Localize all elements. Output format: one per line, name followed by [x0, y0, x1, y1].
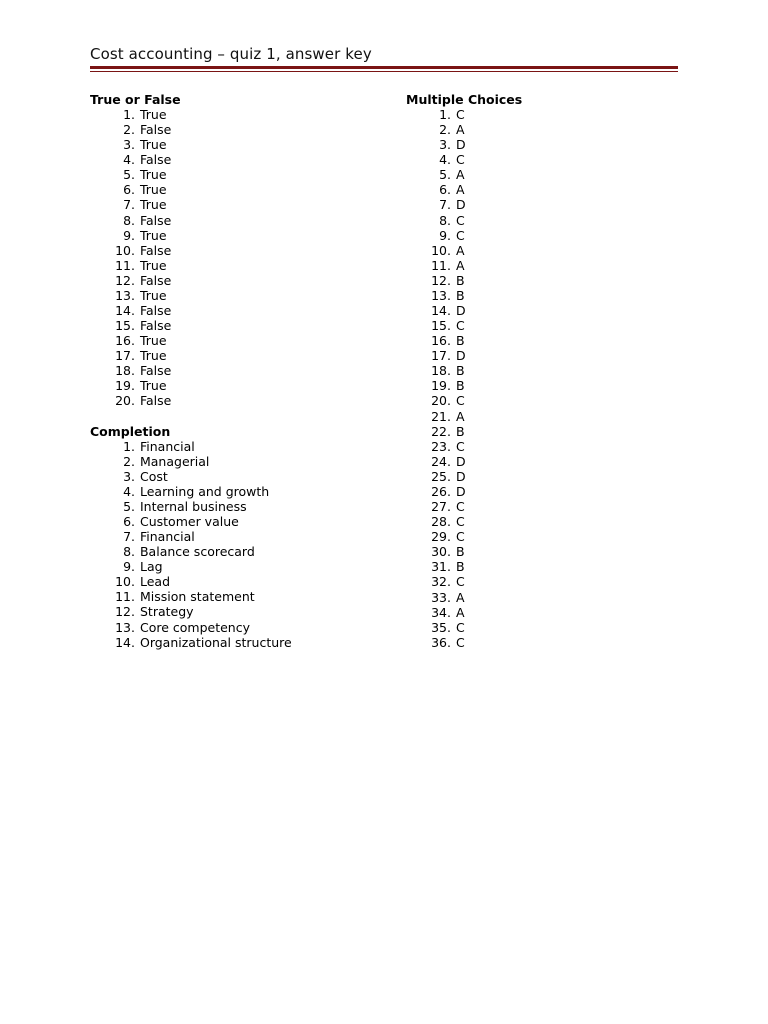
list-item — [90, 197, 292, 212]
item-answer: C — [455, 574, 465, 590]
list-item — [90, 363, 292, 378]
item-answer: C — [455, 152, 465, 168]
list-item — [406, 514, 522, 529]
list-item — [406, 499, 522, 514]
item-number: 17. — [431, 348, 451, 364]
list-item — [90, 439, 292, 454]
list-item — [406, 318, 522, 333]
list-item — [406, 454, 522, 469]
item-answer: C — [455, 318, 465, 334]
list-item — [90, 378, 292, 393]
item-answer: C — [455, 107, 465, 122]
list-item — [90, 499, 292, 514]
item-answer: True — [139, 257, 167, 273]
item-answer: A — [455, 242, 465, 258]
completion-list — [90, 439, 292, 650]
multiple-choice-list — [406, 107, 522, 650]
list-item — [406, 107, 522, 122]
list-item — [90, 620, 292, 635]
item-number: 33. — [431, 589, 451, 605]
item-number: 9. — [123, 227, 135, 243]
item-number: 28. — [431, 514, 451, 530]
item-answer: False — [139, 212, 172, 228]
item-answer: D — [455, 303, 466, 319]
list-item — [90, 318, 292, 333]
item-number: 21. — [431, 408, 451, 424]
list-item — [406, 363, 522, 378]
item-number: 10. — [115, 242, 135, 258]
item-answer: B — [455, 287, 465, 303]
item-answer: A — [455, 122, 465, 138]
item-number: 16. — [431, 333, 451, 349]
item-answer: B — [455, 559, 465, 575]
item-answer: D — [455, 137, 466, 153]
item-answer: False — [139, 363, 172, 379]
item-answer: True — [139, 333, 167, 349]
item-number: 32. — [431, 574, 451, 590]
list-item — [90, 182, 292, 197]
item-answer: A — [455, 408, 465, 424]
item-number: 19. — [431, 378, 451, 394]
item-number: 14. — [115, 634, 135, 650]
item-number: 35. — [431, 619, 451, 635]
item-answer: Internal business — [139, 498, 247, 514]
list-item — [90, 529, 292, 544]
item-answer: C — [455, 634, 465, 650]
list-item — [406, 469, 522, 484]
list-item — [406, 182, 522, 197]
list-item — [90, 303, 292, 318]
list-item — [90, 635, 292, 650]
item-answer: Core competency — [139, 619, 250, 635]
item-number: 12. — [115, 604, 135, 620]
item-answer: True — [139, 137, 167, 153]
item-answer: A — [455, 182, 465, 198]
section-gap — [90, 409, 292, 424]
item-number: 4. — [123, 152, 135, 168]
list-item — [90, 137, 292, 152]
item-answer: True — [139, 287, 167, 303]
item-number: 1. — [123, 438, 135, 454]
item-answer: True — [139, 227, 167, 243]
list-item — [406, 288, 522, 303]
item-answer: Financial — [139, 438, 195, 454]
list-item — [406, 258, 522, 273]
item-number: 2. — [123, 453, 135, 469]
title-rule-thick — [90, 66, 678, 69]
left-column — [90, 92, 292, 650]
list-item — [406, 409, 522, 424]
item-number: 6. — [123, 182, 135, 198]
right-column — [406, 92, 522, 650]
list-item — [406, 544, 522, 559]
item-answer: True — [139, 182, 167, 198]
item-answer: Mission statement — [139, 589, 255, 605]
item-number: 12. — [115, 272, 135, 288]
list-item — [406, 559, 522, 574]
item-number: 36. — [431, 634, 451, 650]
item-number: 24. — [431, 453, 451, 469]
item-number: 13. — [115, 287, 135, 303]
list-item — [90, 454, 292, 469]
list-item — [406, 484, 522, 499]
list-item — [90, 213, 292, 228]
item-number: 23. — [431, 438, 451, 454]
item-number: 14. — [431, 303, 451, 319]
item-number: 26. — [431, 483, 451, 499]
item-number: 5. — [123, 167, 135, 183]
list-item — [406, 620, 522, 635]
list-item — [90, 514, 292, 529]
item-answer: Cost — [139, 468, 168, 484]
list-item — [406, 152, 522, 167]
item-number: 10. — [115, 574, 135, 590]
multiple-choice-heading: Multiple Choices — [406, 92, 523, 107]
item-answer: C — [455, 227, 465, 243]
item-answer: Customer value — [139, 513, 239, 529]
item-number: 6. — [123, 513, 135, 529]
item-answer: True — [139, 107, 167, 122]
item-answer: C — [455, 212, 465, 228]
document-title: Cost accounting – quiz 1, answer key — [90, 45, 372, 63]
item-number: 8. — [439, 212, 451, 228]
item-answer: D — [455, 197, 466, 213]
item-answer: A — [455, 604, 465, 620]
list-item — [90, 544, 292, 559]
list-item — [90, 258, 292, 273]
item-answer: A — [455, 167, 465, 183]
item-number: 4. — [439, 152, 451, 168]
completion-heading: Completion — [90, 423, 171, 439]
item-answer: B — [455, 333, 465, 349]
item-number: 20. — [431, 393, 451, 409]
item-answer: D — [455, 348, 466, 364]
list-item — [90, 273, 292, 288]
item-answer: A — [455, 257, 465, 273]
item-answer: C — [455, 619, 465, 635]
list-item — [90, 604, 292, 619]
list-item — [406, 333, 522, 348]
item-number: 14. — [115, 303, 135, 319]
item-number: 11. — [115, 589, 135, 605]
item-number: 22. — [431, 423, 451, 439]
item-number: 5. — [123, 498, 135, 514]
item-answer: C — [455, 438, 465, 454]
item-answer: C — [455, 529, 465, 545]
item-number: 29. — [431, 529, 451, 545]
list-item — [406, 303, 522, 318]
item-number: 9. — [123, 559, 135, 575]
item-answer: False — [139, 318, 172, 334]
item-number: 13. — [115, 619, 135, 635]
list-item — [406, 137, 522, 152]
list-item — [406, 529, 522, 544]
item-number: 34. — [431, 604, 451, 620]
item-answer: False — [139, 272, 172, 288]
item-answer: Balance scorecard — [139, 544, 255, 560]
item-number: 7. — [123, 529, 135, 545]
list-item — [90, 288, 292, 303]
list-item — [406, 378, 522, 393]
item-number: 13. — [431, 287, 451, 303]
item-number: 2. — [123, 122, 135, 138]
item-number: 18. — [431, 363, 451, 379]
item-number: 30. — [431, 544, 451, 560]
item-answer: A — [455, 589, 465, 605]
list-item — [406, 167, 522, 182]
list-item — [406, 605, 522, 620]
item-answer: Financial — [139, 529, 195, 545]
item-number: 12. — [431, 272, 451, 288]
title-rule-thin — [90, 71, 678, 72]
list-item — [90, 348, 292, 363]
item-answer: C — [455, 499, 465, 515]
list-item — [406, 197, 522, 212]
item-number: 3. — [123, 137, 135, 153]
item-answer: Lag — [139, 559, 163, 575]
item-number: 15. — [115, 318, 135, 334]
list-item — [406, 228, 522, 243]
item-answer: True — [139, 348, 167, 364]
list-item — [90, 589, 292, 604]
item-number: 20. — [115, 393, 135, 409]
list-item — [406, 424, 522, 439]
item-answer: False — [139, 152, 172, 168]
item-number: 31. — [431, 559, 451, 575]
list-item — [90, 559, 292, 574]
item-answer: D — [455, 483, 466, 499]
list-item — [406, 439, 522, 454]
item-answer: B — [455, 363, 465, 379]
item-answer: False — [139, 242, 172, 258]
item-answer: True — [139, 378, 167, 394]
list-item — [406, 273, 522, 288]
list-item — [406, 590, 522, 605]
item-number: 15. — [431, 318, 451, 334]
list-item — [90, 393, 292, 408]
list-item — [90, 574, 292, 589]
item-number: 10. — [431, 242, 451, 258]
item-number: 6. — [439, 182, 451, 198]
list-item — [90, 469, 292, 484]
item-answer: Organizational structure — [139, 634, 292, 650]
list-item — [90, 167, 292, 182]
item-answer: Lead — [139, 574, 171, 590]
item-number: 11. — [431, 257, 451, 273]
list-item — [406, 122, 522, 137]
item-number: 1. — [123, 107, 135, 122]
list-item — [90, 333, 292, 348]
item-answer: D — [455, 453, 466, 469]
item-number: 27. — [431, 499, 451, 515]
item-answer: D — [455, 468, 466, 484]
item-answer: Strategy — [139, 604, 194, 620]
list-item — [406, 243, 522, 258]
item-number: 1. — [439, 107, 451, 122]
list-item — [90, 107, 292, 122]
item-number: 4. — [123, 483, 135, 499]
item-number: 3. — [439, 137, 451, 153]
item-answer: C — [455, 514, 465, 530]
list-item — [90, 228, 292, 243]
true-false-heading: True or False — [90, 92, 181, 107]
item-number: 18. — [115, 363, 135, 379]
item-number: 2. — [439, 122, 451, 138]
item-answer: Managerial — [139, 453, 210, 469]
list-item — [90, 243, 292, 258]
item-answer: B — [455, 544, 465, 560]
true-false-list — [90, 107, 292, 409]
list-item — [406, 393, 522, 408]
list-item — [406, 348, 522, 363]
list-item — [406, 635, 522, 650]
item-number: 9. — [439, 227, 451, 243]
item-number: 5. — [439, 167, 451, 183]
list-item — [406, 213, 522, 228]
item-answer: True — [139, 167, 167, 183]
item-number: 16. — [115, 333, 135, 349]
item-answer: Learning and growth — [139, 483, 270, 499]
item-answer: C — [455, 393, 465, 409]
item-number: 19. — [115, 378, 135, 394]
item-number: 7. — [123, 197, 135, 213]
item-number: 7. — [439, 197, 451, 213]
item-answer: B — [455, 378, 465, 394]
item-answer: True — [139, 197, 167, 213]
list-item — [406, 574, 522, 589]
item-number: 25. — [431, 468, 451, 484]
item-answer: False — [139, 303, 172, 319]
item-number: 11. — [115, 257, 135, 273]
item-answer: False — [139, 393, 172, 409]
item-number: 8. — [123, 544, 135, 560]
item-number: 17. — [115, 348, 135, 364]
list-item — [90, 152, 292, 167]
item-number: 3. — [123, 468, 135, 484]
item-number: 8. — [123, 212, 135, 228]
list-item — [90, 122, 292, 137]
list-item — [90, 484, 292, 499]
item-answer: B — [455, 272, 465, 288]
item-answer: B — [455, 423, 465, 439]
item-answer: False — [139, 122, 172, 138]
